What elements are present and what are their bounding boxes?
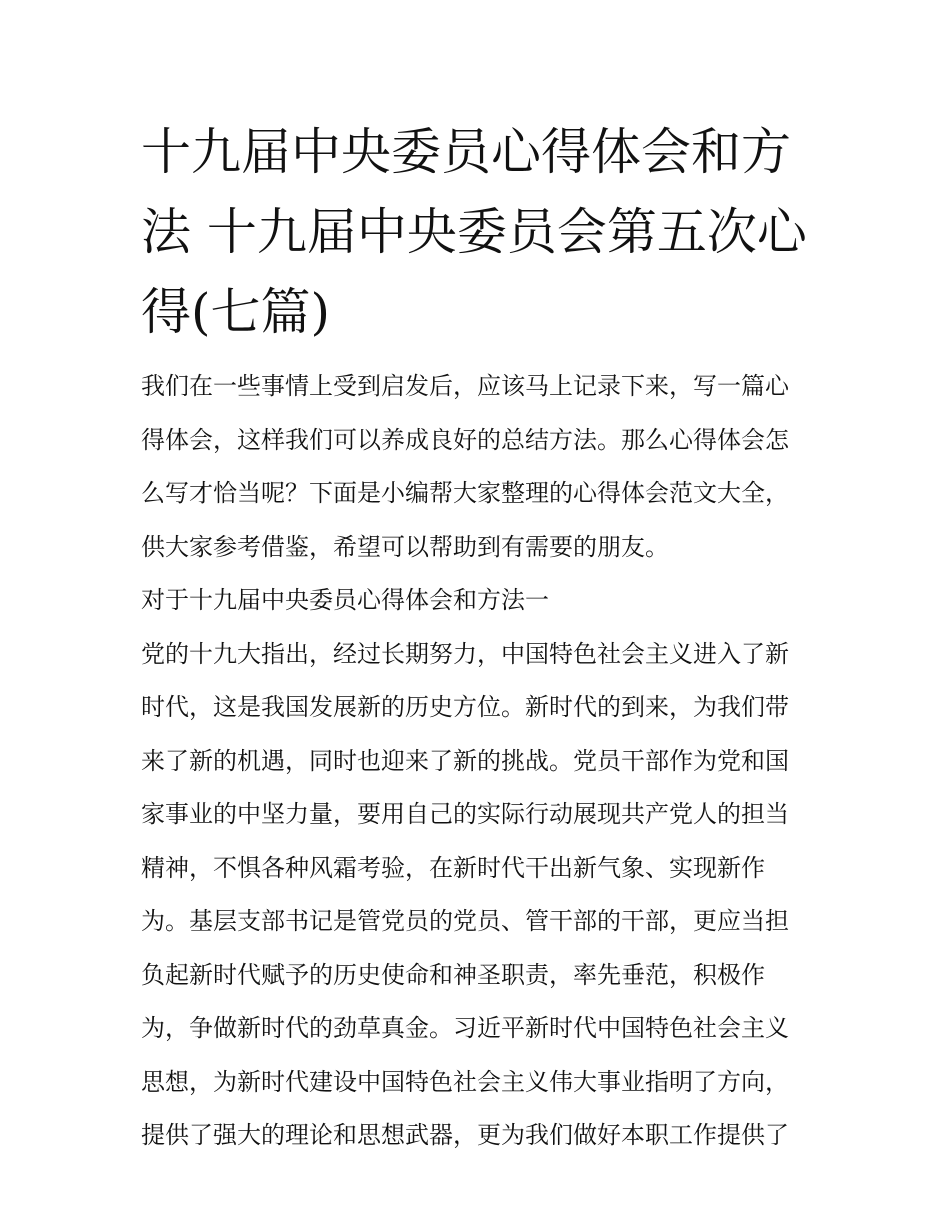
intro-line: 我们在一些事情上受到启发后，应该马上记录下来，写一篇心: [141, 372, 789, 400]
title-line: 法 十九届中央委员会第五次心: [141, 203, 807, 261]
body-line: 党的十九大指出，经过长期努力，中国特色社会主义进入了新: [141, 639, 789, 668]
intro-line: 供大家参考借鉴，希望可以帮助到有需要的朋友。: [141, 532, 669, 561]
intro-line: 得体会，这样我们可以养成良好的总结方法。那么心得体会怎: [141, 425, 789, 454]
body-line: 负起新时代赋予的历史使命和神圣职责，率先垂范，积极作: [141, 960, 765, 989]
body-line: 为，争做新时代的劲草真金。习近平新时代中国特色社会主义: [141, 1014, 789, 1042]
body-line: 为。基层支部书记是管党员的党员、管干部的干部，更应当担: [141, 907, 789, 935]
intro-line: 么写才恰当呢？下面是小编帮大家整理的心得体会范文大全，: [141, 479, 789, 507]
title-line: 十九届中央委员心得体会和方: [141, 123, 791, 181]
body-line: 提供了强大的理论和思想武器，更为我们做好本职工作提供了: [141, 1121, 789, 1149]
intro-paragraph: [141, 360, 813, 574]
body-line: 时代，这是我国发展新的历史方位。新时代的到来，为我们带: [141, 693, 789, 721]
body-line: 来了新的机遇，同时也迎来了新的挑战。党员干部作为党和国: [141, 746, 789, 775]
body-line: 精神，不惧各种风霜考验，在新时代干出新气象、实现新作: [141, 853, 765, 882]
body-line: 家事业的中坚力量，要用自己的实际行动展现共产党人的担当: [141, 800, 789, 828]
section-heading: 对于十九届中央委员心得体会和方法一: [141, 586, 549, 614]
body-line: 思想，为新时代建设中国特色社会主义伟大事业指明了方向，: [141, 1067, 789, 1096]
body-paragraph: [141, 628, 813, 1163]
document-page: [141, 112, 813, 1163]
document-title: [141, 112, 813, 352]
title-line: 得(七篇): [141, 283, 331, 341]
